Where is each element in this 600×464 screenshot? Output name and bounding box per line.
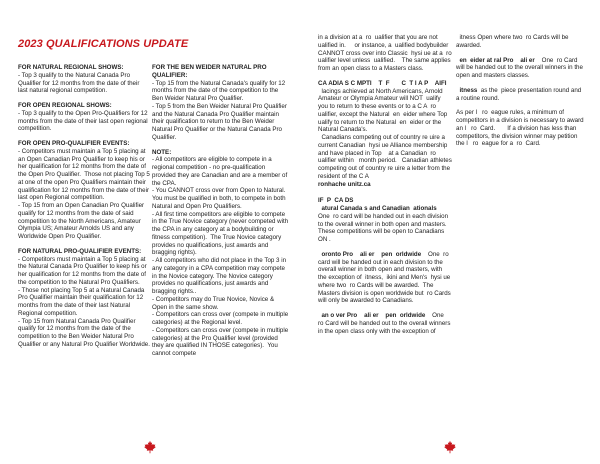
section-heading: IF P CA DS: [318, 197, 354, 205]
paragraph: - Top 5 from the Ben Weider Natural Pro Qualifier and the Natural Canada Pro Qualifier maintain their qualification to return to the Ben Weider Natural Pro Qualifier or the Natural Canada Pro Qualifier.: [152, 102, 289, 141]
paragraph: oronto Pro ali er pen orldwide One ro card will be handed out in each division to the overall winner in both open and masters, with the exception of itness, ikini and Men's hysi ue where two ro Cards will be awarded. The Masters division is open worldwide but ro Cards will only be awarded to Canadians.: [318, 250, 453, 305]
left-column-2: [152, 64, 290, 358]
maple-leaf-icon: [143, 440, 157, 454]
paragraph: lacings achieved at North Americans, Arnold Amateur or Olympia Amateur will NOT ualify you to return to these events or to a C A ro ualifier, except the Natural en eider where Top ualify to return to the Natural en eider or the Natural Canada's.: [318, 87, 455, 134]
paragraph: - Those not placing Top 5 at a Natural Canada Pro Qualifier maintain their qualification for 12 months from the date of their last Natural Regional competition.: [18, 286, 147, 317]
right-page: [300, 0, 600, 464]
section-heading: FOR NATURAL PRO-QUALIFIER EVENTS:: [18, 247, 142, 255]
paragraph: itness Open where two ro Cards will be awarded.: [456, 34, 571, 49]
section-heading: NOTE:: [152, 148, 172, 156]
section-heading: FOR THE BEN WEIDER NATURAL PRO QUALIFIER:: [152, 64, 269, 79]
right-column-2: [456, 34, 586, 148]
title-year: 2023: [18, 38, 43, 50]
paragraph: atural Canada s and Canadian ationals One ro card will be handed out in each division to the overall winner in both open and masters. These competitions will be open to Canadians ON .: [318, 205, 452, 243]
paragraph: As per l ro eague rules, a minimum of competitors in a division is necessary to award an l ro Card. If a division has less than competitors, the division winner may petition the l ro eague for a ro Card.: [456, 109, 586, 148]
paragraph: - Top 15 from the Natural Canada's qualify for 12 months from the date of the competition to the Ben Weider Natural Pro Qualifier.: [152, 79, 287, 102]
paragraph: - Competitors can cross over (compete in multiple categories) at the Pro Qualifier level (provided they are qualified IN THOSE categories). You cannot compete: [152, 326, 290, 357]
paragraph: en eider at ral Pro ali er One ro Card will be handed out to the overall winners in the open and masters classes.: [456, 56, 585, 79]
paragraph: - Top 15 from Natural Canada Pro Qualifier qualify for 12 months from the date of the competition to the Ben Weider Natural Pro Qualifier or any Natural Pro Qualifier Worldwide.: [18, 317, 150, 348]
paragraph: - You CANNOT cross over from Open to Natural. You must be qualified in both, to compete in both Natural and Open Pro Qualifiers.: [152, 187, 288, 210]
paragraph: an o ver Pro ali er pen orldwide One ro Card will be handed out to the overall winners in the open class only with the exception of: [318, 312, 453, 335]
section-heading: FOR OPEN PRO-QUALIFIER EVENTS:: [18, 140, 130, 147]
section-heading: CA ADIA S C MPTI T F C T I A P AIFI: [318, 79, 447, 87]
paragraph: - Top 3 qualify to the Open Pro-Qualifiers for 12 months from the date of their last open regional competition.: [18, 109, 150, 133]
paragraph: - Competitors may do True Novice, Novice & Open in the same show.: [152, 295, 276, 311]
paragraph: - Competitors can cross over (compete in multiple categories) at the Regional level.: [152, 311, 290, 326]
paragraph: itness as the piece presentation round and a routine round.: [456, 86, 583, 102]
paragraph: - Competitors must maintain a Top 5 placing at the Natural Canada Pro Qualifier to keep his or her qualification for 12 months from the date of the competition to the Natural Pro Qualifiers.: [18, 255, 149, 286]
title-text: QUALIFICATIONS UPDATE: [46, 38, 189, 50]
paragraph: in a division at a ro ualifier that you are not ualified in. or instance, a ualified bodybuilder CANNOT cross over into Classic hysi ue at a ro ualifier level unless ualified. The same applies from an open class to a Masters class.: [318, 34, 456, 72]
section-heading: ronhache unitz.ca: [318, 180, 373, 188]
left-column-1: [18, 64, 150, 349]
paragraph: - All first time competitors are eligible to compete in the True Novice category (never competed with the CPA in any category at a bodybuilding or fitness competition). The True Novice category provides no qualifications, just awards and bragging rights).: [152, 210, 290, 257]
section-heading: FOR OPEN REGIONAL SHOWS:: [18, 102, 112, 109]
maple-leaf-icon: [443, 440, 457, 454]
paragraph: - Top 3 qualify to the Natural Canada Pro Qualifier for 12 months from the date of their last natural regional competition.: [18, 71, 142, 95]
section-heading: FOR NATURAL REGIONAL SHOWS:: [18, 64, 124, 71]
right-column-1: [318, 34, 456, 335]
page-title: [18, 38, 188, 50]
paragraph: - Top 15 from an Open Canadian Pro Qualifier qualify for 12 months from the date of said competition to the North Americans, Amateur Olympia US; Amateur Arnolds US and any Worldwide Open Pro Qualifier.: [18, 202, 146, 240]
paragraph: - All competitors are eligible to compete in a regional competition - no pre-qualification provided they are Canadian and are a member of the CPA.: [152, 156, 289, 187]
paragraph: - Competitors must maintain a Top 5 placing at an Open Canadian Pro Qualifier to keep his or her qualification for 12 months from the date of the Open Pro Qualifier. Those not placing Top 5 at one of the open Pro Qualifiers maintain their qualification for 12 months from the date of their last open Regional competition.: [18, 147, 152, 202]
paragraph: - All competitors who did not place in the Top 3 in any category in a CPA competition may compete in the Novice category. The Novice category provides no qualifications, just awards and bragging rights..: [152, 257, 288, 295]
paragraph: Canadians competing out of country re uire a current Canadian hysi ue Alliance membership and have placed in Top at a Canadian ro ualifier within month period. Canadian athletes competing out of country re uire a letter from the resident of the C A: [318, 134, 454, 180]
